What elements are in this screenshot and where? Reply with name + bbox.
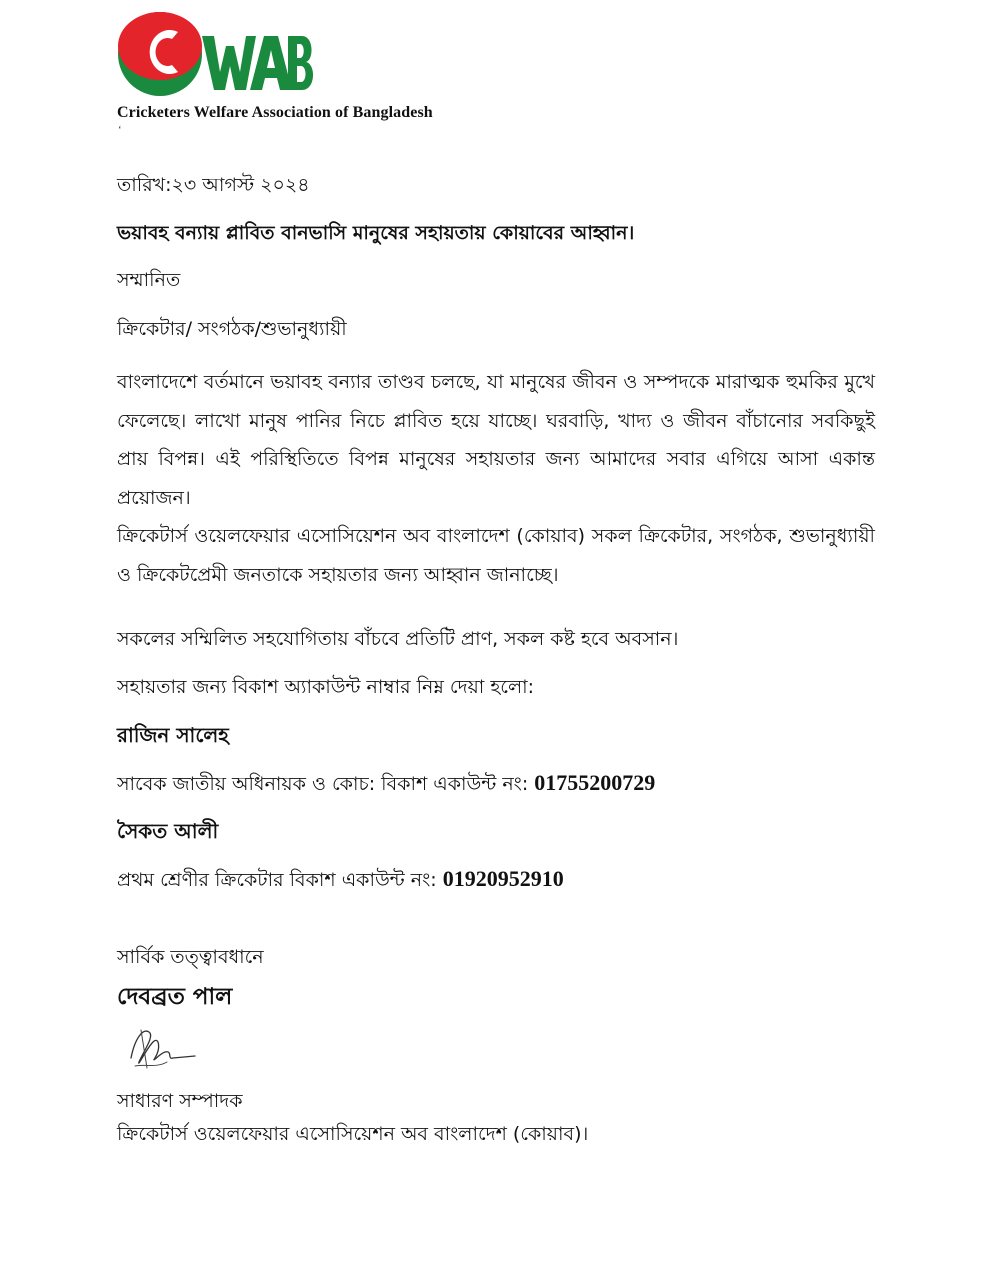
org-name-english: Cricketers Welfare Association of Bangladesh: [117, 104, 433, 121]
contact-details: [117, 866, 875, 893]
paragraph-appeal: ক্রিকেটার্স ওয়েলফেয়ার এসোসিয়েশন অব বাংলাদেশ (কোয়াব) সকল ক্রিকেটার, সংগঠক, শুভানুধ্যায়ী ও ক্রিকেটপ্রেমী জনতাকে সহায়তার জন্য আহ্বান জানাচ্ছে।: [117, 525, 875, 586]
letter-greeting: সম্মানিত: [117, 269, 181, 291]
contact-name: সৈকত আলী: [117, 819, 219, 843]
bkash-number: 01755200729: [534, 770, 656, 795]
signatory-organization: ক্রিকেটার্স ওয়েলফেয়ার এসোসিয়েশন অব বাংলাদেশ (কোয়াব)।: [117, 1123, 589, 1145]
letter-addressee: ক্রিকেটার/ সংগঠক/শুভানুধ্যায়ী: [117, 318, 347, 340]
contact-role: সাবেক জাতীয় অধিনায়ক ও কোচ: বিকাশ একাউন্ট নং:: [117, 773, 529, 795]
supervision-label: সার্বিক তত্ত্বাবধানে: [117, 946, 264, 968]
donation-instruction: সহায়তার জন্য বিকাশ অ্যাকাউন্ট নাম্বার নিম্ন দেয়া হলো:: [117, 676, 535, 698]
letter-motto: সকলের সম্মিলিত সহযোগিতায় বাঁচবে প্রতিটি প্রাণ, সকল কষ্ট হবে অবসান।: [117, 628, 679, 650]
contact-name: রাজিন সালেহ: [117, 723, 229, 747]
letter-date: তারিখ:২৩ আগস্ট ২০২৪: [117, 174, 310, 196]
stray-mark: ‘: [118, 124, 122, 136]
signatory-designation: সাধারণ সম্পাদক: [117, 1090, 243, 1112]
handwritten-signature: [121, 1018, 211, 1078]
cwab-logo: [116, 10, 316, 98]
letter-body: [117, 172, 875, 1147]
logo-letters-wab: [202, 36, 313, 90]
contact-details: [117, 770, 875, 797]
signatory-name: দেবব্রত পাল: [117, 984, 233, 1010]
bkash-number: 01920952910: [442, 866, 564, 891]
letter-subject: ভয়াবহ বন্যায় প্লাবিত বানভাসি মানুষের সহায়তায় কোয়াবের আহ্বান।: [117, 222, 635, 244]
contact-role: প্রথম শ্রেণীর ক্রিকেটার বিকাশ একাউন্ট নং:: [117, 869, 437, 891]
paragraph-flood-situation: বাংলাদেশে বর্তমানে ভয়াবহ বন্যার তাণ্ডব চলছে, যা মানুষের জীবন ও সম্পদকে মারাত্মক হুমকির মুখে ফেলেছে। লাখো মানুষ পানির নিচে প্লাবিত হয়ে যাচ্ছে। ঘরবাড়ি, খাদ্য ও জীবন বাঁচানোর সবকিছুই প্রায় বিপন্ন। এই পরিস্থিতিতে বিপন্ন মানুষের সহায়তার জন্য আমাদের সবার এগিয়ে আসা একান্ত প্রয়োজন।: [117, 371, 875, 509]
